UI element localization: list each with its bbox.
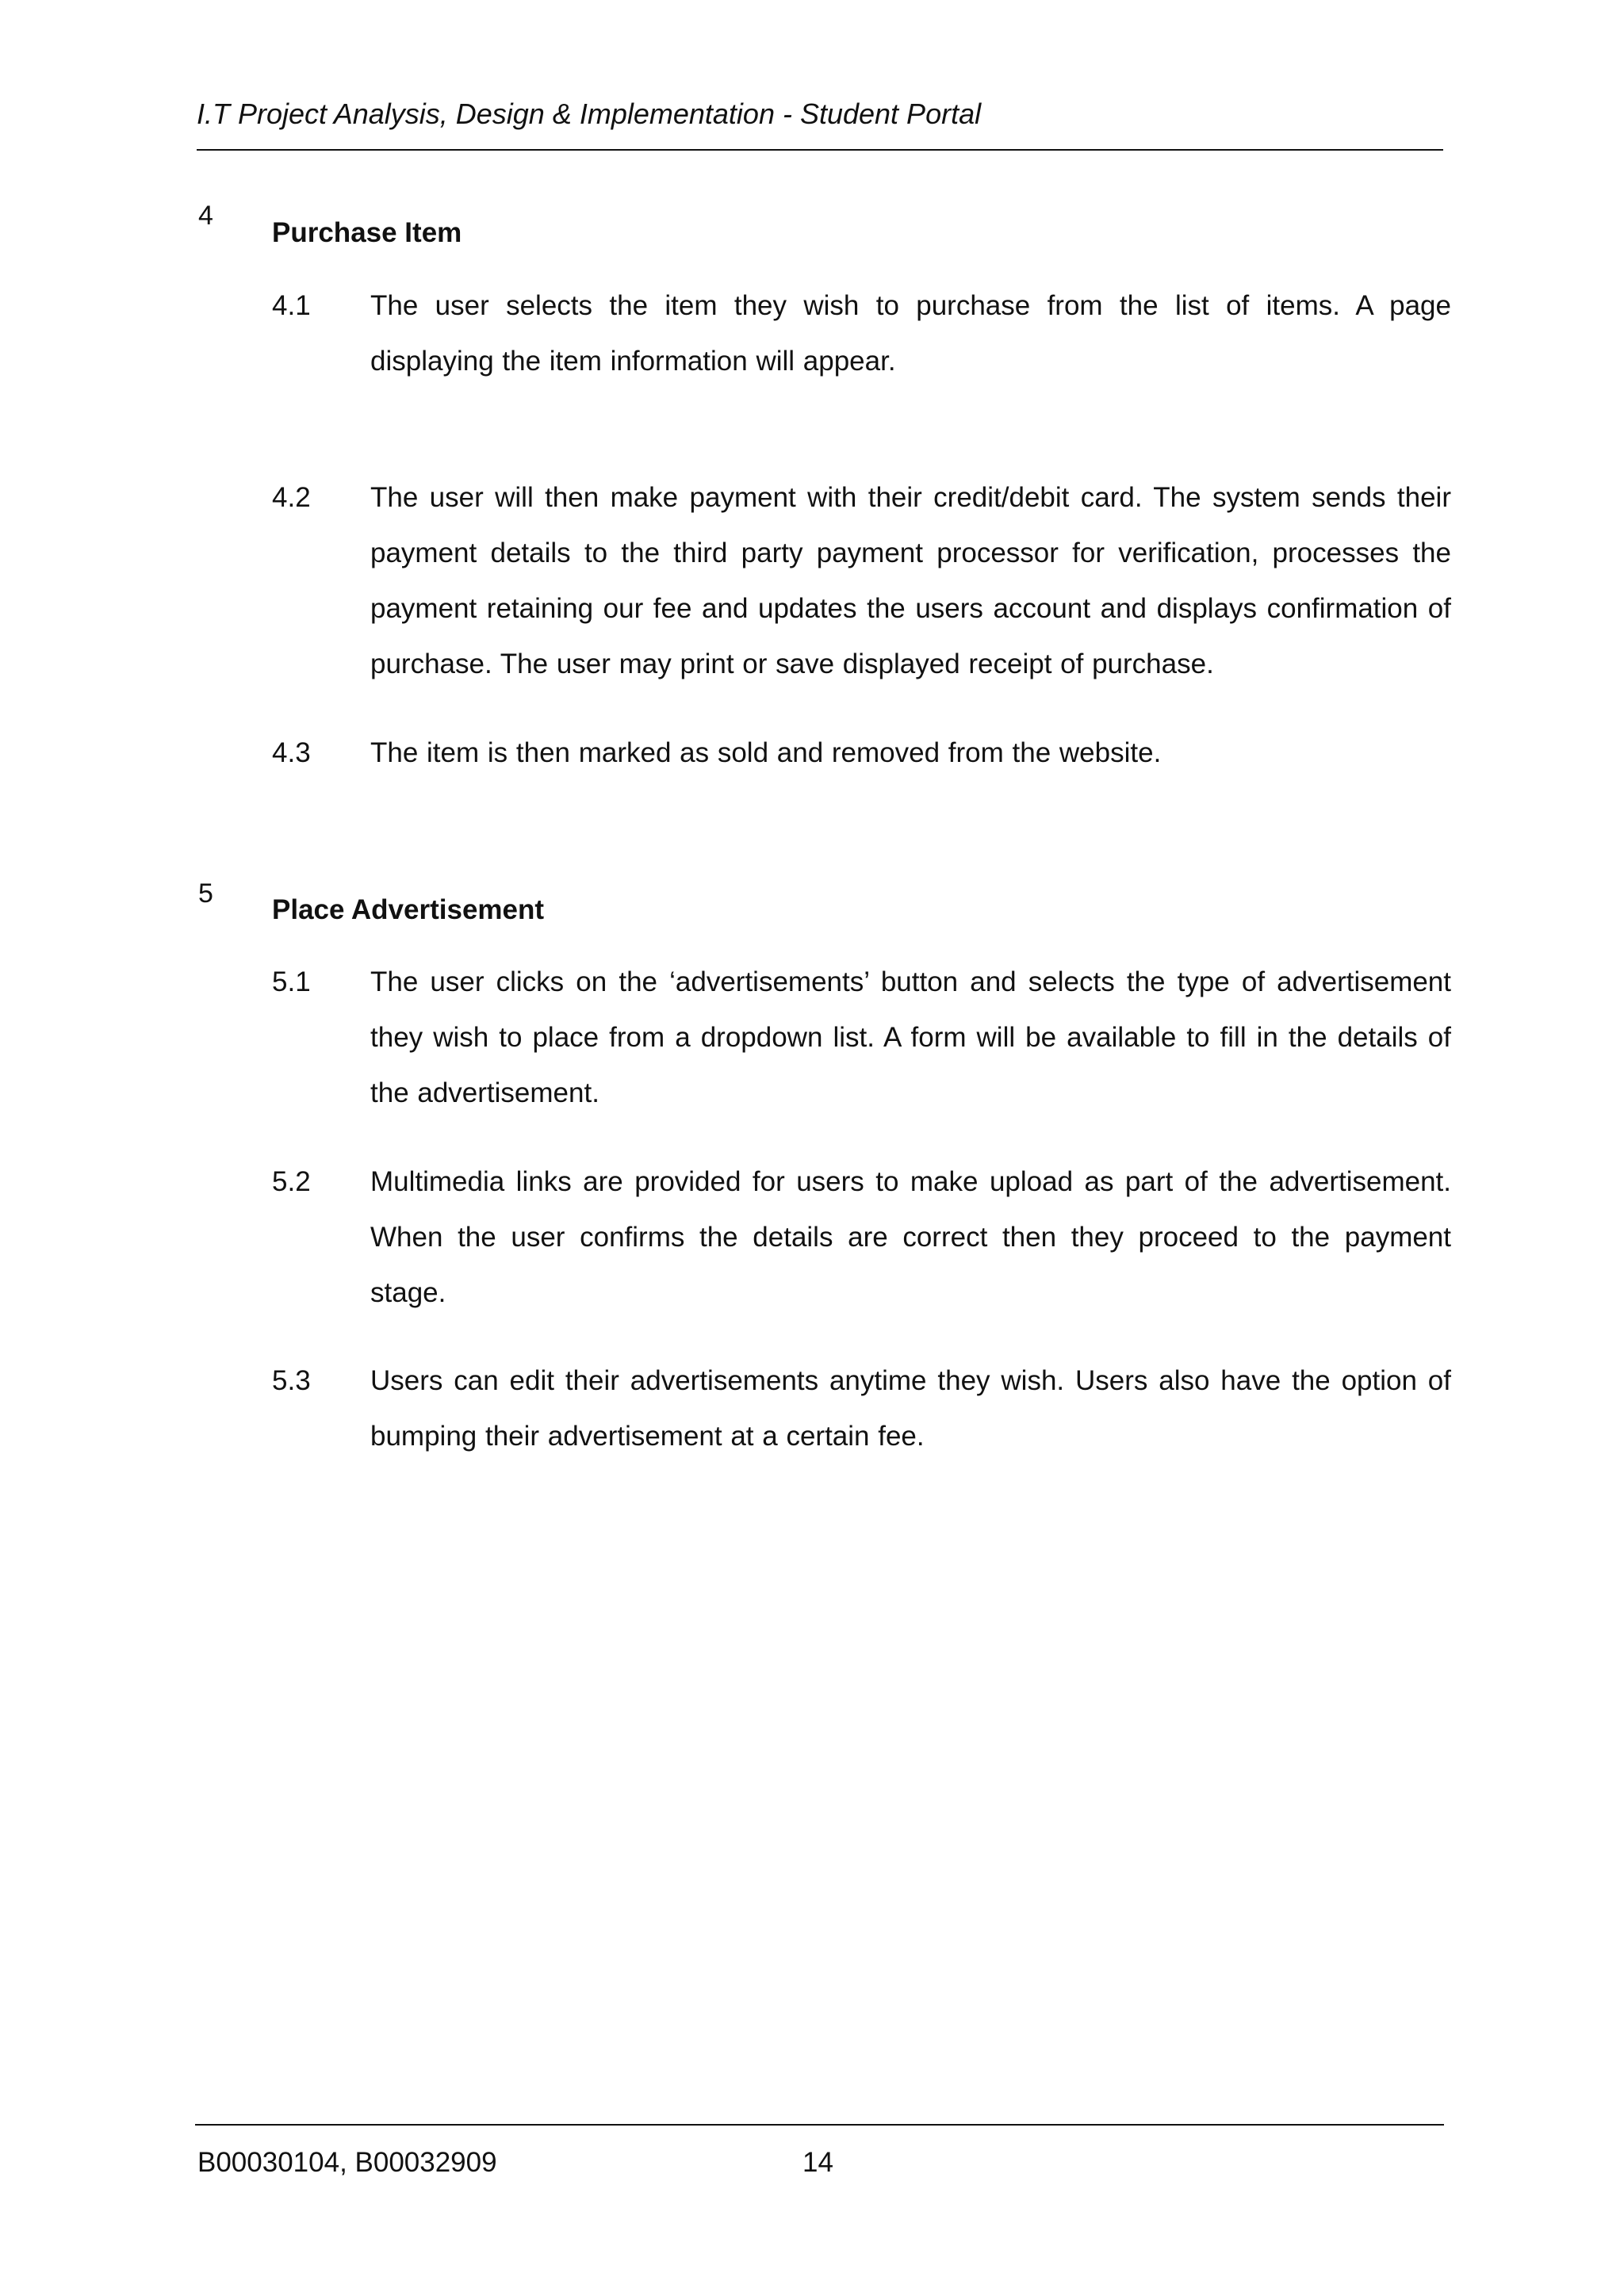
- section-5-title: Place Advertisement: [272, 894, 545, 925]
- item-5-3-number: 5.3: [272, 1365, 311, 1396]
- item-5-1-number: 5.1: [272, 966, 311, 997]
- page-number: 14: [802, 2147, 833, 2178]
- running-header: I.T Project Analysis, Design & Implementation - Student Portal: [197, 98, 982, 130]
- item-4-3-number: 4.3: [272, 737, 311, 768]
- item-5-1-text: The user clicks on the ‘advertisements’ button and selects the type of advertisement they wish to place from a dropdown list. A form will be available to fill in the details of the advertisement.: [370, 966, 1451, 1108]
- header-divider: [197, 149, 1443, 151]
- item-5-2-text: Multimedia links are provided for users to make upload as part of the advertisement. When the user confirms the details are correct then they proceed to the payment stage.: [370, 1166, 1451, 1308]
- item-4-3-text: The item is then marked as sold and removed from the website.: [370, 737, 1162, 768]
- item-4-1-number: 4.1: [272, 290, 311, 321]
- item-4-1-text: The user selects the item they wish to purchase from the list of items. A page displaying the item information will appear.: [370, 290, 1451, 377]
- section-5-number: 5: [198, 878, 213, 909]
- footer-divider: [195, 2124, 1444, 2126]
- item-5-3-text: Users can edit their advertisements anytime they wish. Users also have the option of bumping their advertisement at a certain fee.: [370, 1365, 1451, 1452]
- section-4-title: Purchase Item: [272, 217, 462, 248]
- item-5-2-number: 5.2: [272, 1166, 311, 1197]
- section-4-number: 4: [198, 201, 213, 231]
- item-4-2-number: 4.2: [272, 482, 311, 513]
- footer-student-ids: B00030104, B00032909: [197, 2147, 497, 2178]
- item-4-2-text: The user will then make payment with their credit/debit card. The system sends their payment details to the third party payment processor for verification, processes the payment retaining our fee and updates the users account and displays confirmation of purchase. The user may print or save displayed receipt of purchase.: [370, 482, 1451, 679]
